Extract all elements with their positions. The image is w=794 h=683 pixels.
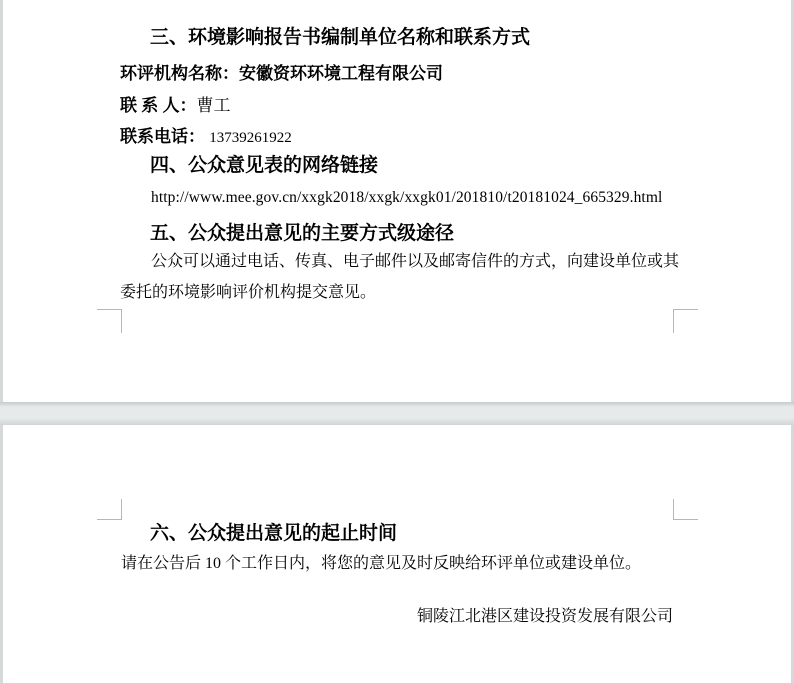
contact-phone-label: 联系电话： — [120, 127, 205, 146]
document-page-1[interactable] — [3, 0, 791, 402]
contact-person-value: 曹工 — [196, 96, 231, 115]
section-5-heading: 五、公众提出意见的主要方式级途径 — [150, 223, 455, 244]
text-boundary-mark — [673, 519, 698, 520]
public-comment-form-url: http://www.mee.gov.cn/xxgk2018/xxgk/xxgk01/201810/t20181024_665329.html — [151, 189, 663, 206]
text-boundary-mark — [673, 309, 674, 333]
document-page-2[interactable] — [3, 425, 791, 683]
text-boundary-mark — [121, 309, 122, 333]
agency-name-value: 安徽资环环境工程有限公司 — [239, 64, 443, 83]
signature-company-name: 铜陵江北港区建设投资发展有限公司 — [416, 608, 673, 625]
section-3-heading: 三、环境影响报告书编制单位名称和联系方式 — [150, 27, 531, 48]
section-5-paragraph-line-1: 公众可以通过电话、传真、电子邮件以及邮寄信件的方式，向建设单位或其 — [151, 253, 680, 270]
agency-name-line — [120, 64, 443, 84]
section-5-paragraph-line-2: 委托的环境影响评价机构提交意见。 — [120, 284, 377, 301]
section-6-heading: 六、公众提出意见的起止时间 — [150, 523, 398, 544]
contact-person-line — [120, 96, 231, 116]
section-6-paragraph: 请在公告后 10 个工作日内，将您的意见及时反映给环评单位或建设单位。 — [121, 555, 642, 572]
contact-phone-value: 13739261922 — [209, 130, 292, 146]
text-boundary-mark — [673, 499, 674, 520]
contact-person-label: 联 系 人： — [120, 96, 197, 115]
text-boundary-mark — [97, 309, 122, 310]
text-boundary-mark — [97, 519, 122, 520]
agency-name-label: 环评机构名称： — [120, 64, 239, 83]
text-boundary-mark — [121, 499, 122, 520]
contact-phone-line — [120, 127, 292, 147]
page-gap — [0, 402, 794, 425]
text-boundary-mark — [673, 309, 698, 310]
section-4-heading: 四、公众意见表的网络链接 — [150, 155, 379, 176]
